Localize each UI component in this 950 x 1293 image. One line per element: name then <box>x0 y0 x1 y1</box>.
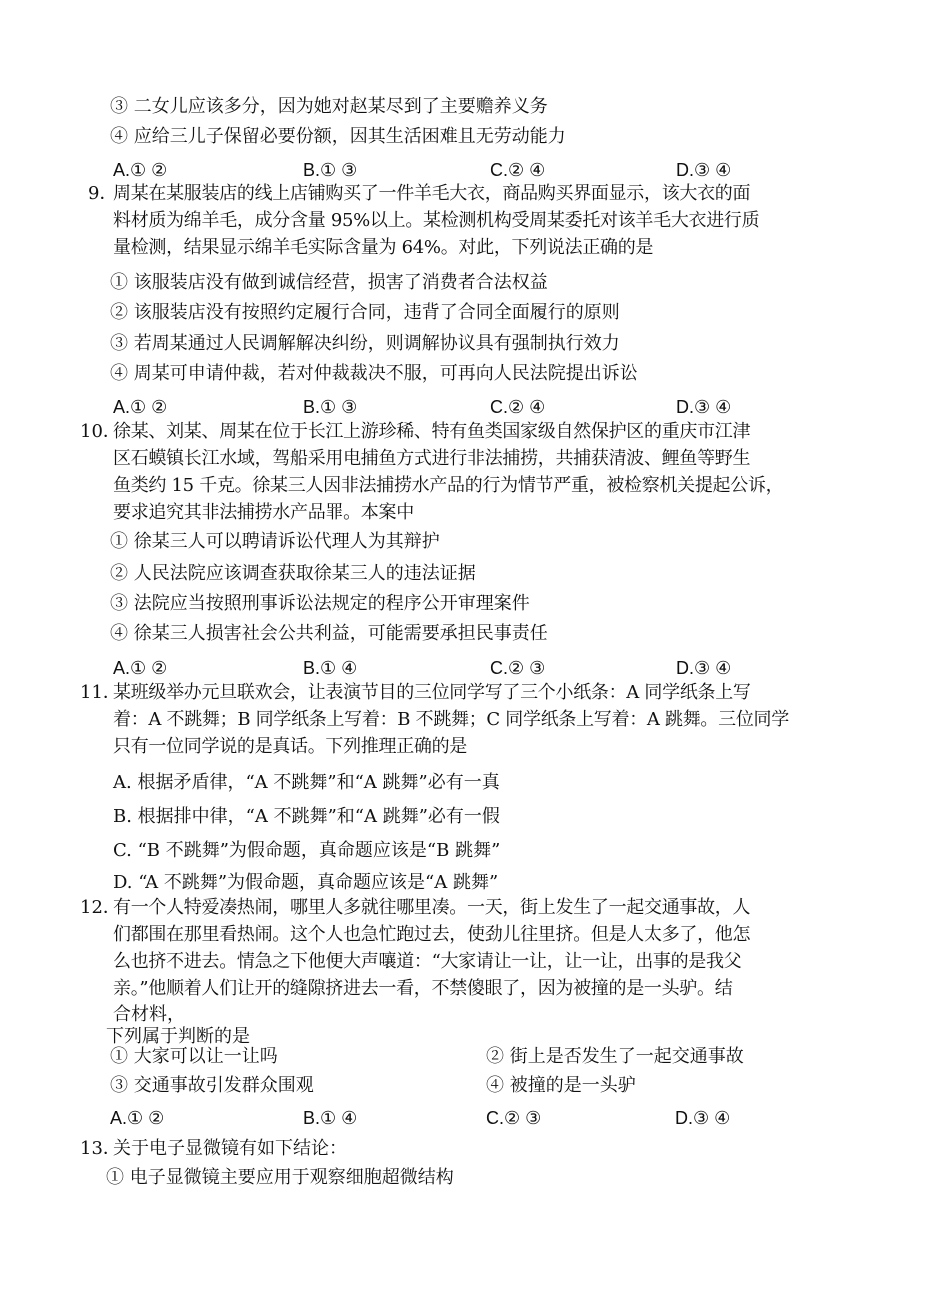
q13-stem: 关于电子显微镜有如下结论： <box>113 1138 347 1159</box>
q10-item-4: ④ 徐某三人损害社会公共利益，可能需要承担民事责任 <box>110 623 548 644</box>
q10-item-3: ③ 法院应当按照刑事诉讼法规定的程序公开审理案件 <box>110 593 530 614</box>
q11-choice-d: D. “A 不跳舞”为假命题，真命题应该是“A 跳舞” <box>113 872 499 893</box>
q12-item-3: ③ 交通事故引发群众围观 <box>110 1075 314 1096</box>
q12-stem-line-5: 合材料， <box>113 1004 185 1025</box>
q10-option-a: A.① ② <box>113 658 168 678</box>
q12-option-b: B.① ④ <box>303 1108 358 1128</box>
q9-option-a: A.① ② <box>113 397 168 417</box>
q10-stem-line-2: 区石蟆镇长江水域，驾船采用电捕鱼方式进行非法捕捞，共捕获清波、鲤鱼等野生 <box>113 448 751 469</box>
q10-stem-line-4: 要求追究其非法捕捞水产品罪。本案中 <box>113 502 414 523</box>
q12-option-c: C.② ③ <box>486 1108 542 1128</box>
q12-stem-line-2: 们都围在那里看热闹。这个人也急忙跑过去，使劲儿往里挤。但是人太多了，他怎 <box>113 924 751 945</box>
q8-option-c: C.② ④ <box>490 160 546 180</box>
q8-option-b: B.① ③ <box>303 160 358 180</box>
q11-stem-line-3: 只有一位同学说的是真话。下列推理正确的是 <box>113 736 467 757</box>
q12-number: 12． <box>80 897 121 918</box>
q9-item-1: ① 该服装店没有做到诚信经营，损害了消费者合法权益 <box>110 272 548 293</box>
q10-number: 10． <box>80 421 121 442</box>
q8-option-d: D.③ ④ <box>676 160 732 180</box>
q12-item-4: ④ 被撞的是一头驴 <box>486 1075 636 1096</box>
q9-stem-line-1: 周某在某服装店的线上店铺购买了一件羊毛大衣，商品购买界面显示，该大衣的面 <box>113 183 751 204</box>
q11-choice-c: C. “B 不跳舞”为假命题，真命题应该是“B 跳舞” <box>113 840 501 861</box>
q11-choice-b: B. 根据排中律，“A 不跳舞”和“A 跳舞”必有一假 <box>113 806 500 827</box>
q9-item-4: ④ 周某可申请仲裁，若对仲裁裁决不服，可再向人民法院提出诉讼 <box>110 363 638 384</box>
q9-stem-line-3: 量检测，结果显示绵羊毛实际含量为 64%。对此，下列说法正确的是 <box>113 237 654 258</box>
q10-item-1: ① 徐某三人可以聘请诉讼代理人为其辩护 <box>110 531 440 552</box>
q9-number: 9． <box>88 183 118 204</box>
q12-prompt: 下列属于判断的是 <box>106 1026 250 1047</box>
q10-stem-line-3: 鱼类约 15 千克。徐某三人因非法捕捞水产品的行为情节严重，被检察机关提起公诉， <box>113 475 784 496</box>
q13-item-1: ① 电子显微镜主要应用于观察细胞超微结构 <box>106 1167 454 1188</box>
q9-option-d: D.③ ④ <box>676 397 732 417</box>
q9-item-2: ② 该服装店没有按照约定履行合同，违背了合同全面履行的原则 <box>110 302 620 323</box>
q11-stem-line-2: 着：A 不跳舞；B 同学纸条上写着：B 不跳舞；C 同学纸条上写着：A 跳舞。三位同学 <box>113 709 789 730</box>
q11-choice-a: A. 根据矛盾律，“A 不跳舞”和“A 跳舞”必有一真 <box>113 772 500 793</box>
q9-stem-line-2: 料材质为绵羊毛，成分含量 95%以上。某检测机构受周某委托对该羊毛大衣进行质 <box>113 210 760 231</box>
q9-item-3: ③ 若周某通过人民调解解决纠纷，则调解协议具有强制执行效力 <box>110 333 620 354</box>
q10-option-d: D.③ ④ <box>676 658 732 678</box>
q8-option-a: A.① ② <box>113 160 168 180</box>
q12-stem-line-4: 亲。”他顺着人们让开的缝隙挤进去一看，不禁傻眼了，因为被撞的是一头驴。结 <box>113 978 733 999</box>
q12-option-a: A.① ② <box>110 1108 165 1128</box>
q10-option-c: C.② ③ <box>490 658 546 678</box>
q10-option-b: B.① ④ <box>303 658 358 678</box>
q11-number: 11． <box>80 682 121 703</box>
q9-option-b: B.① ③ <box>303 397 358 417</box>
q10-stem-line-1: 徐某、刘某、周某在位于长江上游珍稀、特有鱼类国家级自然保护区的重庆市江津 <box>113 421 751 442</box>
q9-option-c: C.② ④ <box>490 397 546 417</box>
q12-stem-line-1: 有一个人特爱凑热闹，哪里人多就往哪里凑。一天，街上发生了一起交通事故，人 <box>113 897 751 918</box>
q13-number: 13． <box>80 1138 121 1159</box>
q8-item-4: ④ 应给三儿子保留必要份额，因其生活困难且无劳动能力 <box>110 126 566 147</box>
q12-stem-line-3: 么也挤不进去。情急之下他便大声嚷道：“大家请让一让，让一让，出事的是我父 <box>113 951 742 972</box>
q12-option-d: D.③ ④ <box>675 1108 731 1128</box>
q8-item-3: ③ 二女儿应该多分，因为她对赵某尽到了主要赡养义务 <box>110 96 548 117</box>
q11-stem-line-1: 某班级举办元旦联欢会，让表演节目的三位同学写了三个小纸条：A 同学纸条上写 <box>113 682 751 703</box>
q10-item-2: ② 人民法院应该调查获取徐某三人的违法证据 <box>110 563 476 584</box>
q12-item-2: ② 街上是否发生了一起交通事故 <box>486 1046 744 1067</box>
q12-item-1: ① 大家可以让一让吗 <box>110 1046 278 1067</box>
